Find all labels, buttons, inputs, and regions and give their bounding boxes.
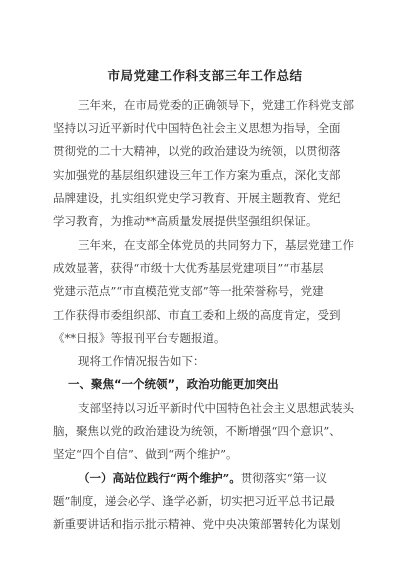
heading-text: 一、聚焦“一个统领”，政治功能更加突出: [68, 377, 279, 391]
text-line: 《**日报》等报刊平台专题报道。: [53, 330, 226, 345]
text-line: 支部坚持以习近平新时代中国特色社会主义思想武装头: [78, 401, 354, 415]
text-line: 学习教育，为推动**高质量发展提供坚强组织保证。: [53, 213, 318, 228]
text-line: [76, 467, 346, 490]
text-line: 实加强党的基层组织建设三年工作方案为重点，深化支部: [53, 167, 341, 182]
text-line: 坚定“四个自信”、做到“两个维护”。: [53, 447, 238, 462]
subsection-heading: （一）高站位践行“两个维护”。: [78, 471, 241, 485]
text-line: 三年来，在市局党委的正确领导下，党建工作科党支部: [78, 98, 354, 112]
section-heading-1: [68, 373, 338, 396]
paragraph-report-intro: [76, 350, 346, 373]
subsection-text: 贯彻落实“第一议: [240, 471, 328, 485]
text-line: 题”制度，递会必学、逢学必新，切实把习近平总书记最: [53, 494, 335, 509]
text-line: 党建示范点”“市直模范党支部”等一批荣誉称号，党建: [53, 284, 324, 299]
paragraph-intro: [53, 94, 354, 233]
text-line: 坚持以习近平新时代中国特色社会主义思想为指导，全面: [53, 121, 341, 136]
text-line: 工作获得市委组织部、市直工委和上级的高度肯定，受到: [53, 307, 341, 322]
paragraph-section-1: [53, 397, 354, 467]
text-line: 贯彻党的二十大精神，以党的政治建设为统领，以贯彻落: [53, 144, 341, 159]
text-line: 品牌建设，扎实组织党史学习教育、开展主题教育、党纪: [53, 190, 341, 205]
paragraph-subsection-1: [53, 467, 346, 537]
text-line: 成效显著，获得“市级十大优秀基层党建项目”“市基层: [53, 261, 324, 276]
text-line: 脑，聚焦以党的政治建设为统领，不断增强“四个意识”、: [53, 424, 341, 439]
text-line: 三年来，在支部全体党员的共同努力下，基层党建工作: [78, 238, 354, 252]
paragraph-achievements: [53, 234, 354, 350]
document-title: 市局党建工作科支部三年工作总结: [107, 68, 303, 83]
text-line: 新重要讲话和指示批示精神、党中央决策部署转化为谋划: [53, 517, 341, 532]
text-line: 现将工作情况报告如下：: [78, 354, 205, 368]
